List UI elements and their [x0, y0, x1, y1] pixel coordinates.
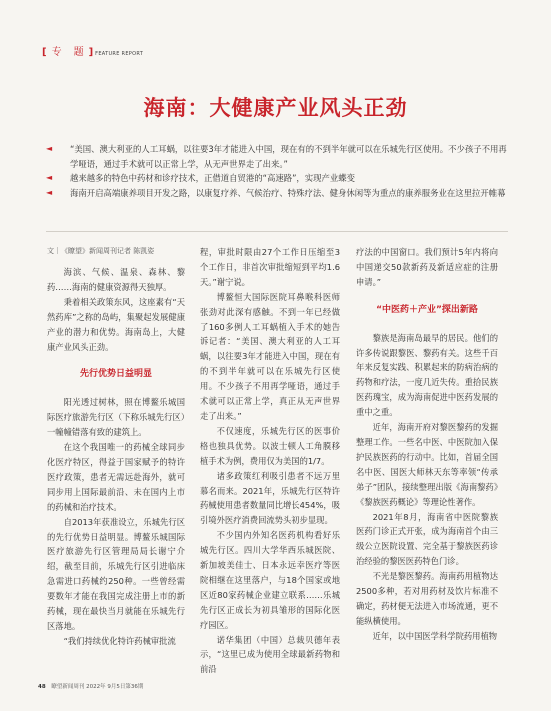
paragraph: 阳光透过树林，照在博鳌乐城国际医疗旅游先行区（下称乐城先行区）一幢幢错落有致的建筑上。	[47, 397, 185, 438]
subheading: “中医药＋产业”探出新路	[376, 304, 478, 315]
page-footer	[38, 682, 143, 690]
byline: 文｜《瞭望》新闻周刊记者 陈凯姿	[47, 247, 155, 255]
section-label-en: FEATURE REPORT	[95, 51, 144, 57]
divider	[46, 231, 508, 232]
paragraph: 海滨、气候、温泉、森林、黎药……海南的健康资源得天独厚。	[47, 267, 185, 292]
subheading: 先行优势日益明显	[79, 369, 152, 380]
paragraph: 不光是黎医黎药。海南药用植物达2500多种，若对用药材及饮片标准不确定，药材便无法进入市场流通，更不能纵横使用。	[356, 571, 498, 626]
issue-info: 2022年 9月5日第36期	[86, 684, 144, 690]
arrow-marker-icon: ◄	[46, 144, 53, 153]
article-column-3	[356, 245, 498, 644]
page-number: 48	[38, 684, 46, 690]
paragraph: 诸多政策红利吸引患者不远万里慕名而来。2021年，乐城先行区特许药械使用患者数量同比增长454%，吸引境外医疗消费回流势头初步显现。	[200, 470, 340, 526]
paragraph: 程，审批时限由27个工作日压缩至3个工作日，非首次审批缩短到平均1.6天。”谢宁说。	[200, 247, 340, 287]
paragraph: 2021年8月，海南省中医院黎族医药门诊正式开张，成为海南首个由三级公立医院设置、完全基于黎族医药诊治经验的黎医医药特色门诊。	[356, 511, 498, 567]
paragraph: 近年，以中国医学科学院药用植物	[372, 630, 498, 641]
summary-bullet: ◄ “美国、澳大利亚的人工耳蜗，以往要3年才能进入中国，现在有的不到半年就可以在乐城先行区使用。不少孩子不用再学哑语，通过手术就可以正常上学，从无声世界走了出来。”	[46, 144, 507, 169]
paragraph: 近年，海南开府对黎医黎药的发掘整理工作。一些名中医、中医院加入保护民族医药的行动中。比如，首届全国名中医、国医大师林天东等率领“传承弟子”团队，接续整理出版《海南黎药》《黎族医药概论》等理论性著作。	[356, 422, 498, 507]
paragraph: 秉着相关政策东风，这座素有“天然药库”之称的岛屿，集聚起发展健康产业的潜力和优势。海南岛上，大健康产业风头正劲。	[47, 296, 185, 352]
summary-bullet: ◄ 海南开启高端康养项目开发之路，以康复疗养、气候治疗、特殊疗法、健身休闲等为重点的康养服务业在这里拉开帷幕	[46, 186, 508, 201]
paragraph: 不仅速度，乐城先行区的医事价格也独具优势。以波士顿人工角膜移植手术为例，费用仅为美国的1/7。	[200, 425, 340, 466]
arrow-marker-icon: ◄	[46, 173, 53, 182]
paragraph: 黎族是海南岛最早的居民。他们的许多传说跟黎医、黎药有关。这些千百年来反复实践、积累起来的防病治病的药物和疗法，一度几近失传。重拾民族医药瑰宝，成为海南促进中医药发展的重中之重。	[356, 332, 498, 418]
paragraph: “我们持续优化特许药械审批流	[63, 635, 176, 646]
article-title: 海南：大健康产业风头正劲	[143, 96, 408, 120]
summary-bullet: ◄ 越来越多的特色中药材和诊疗技术，正借道自贸港的“高速路”，实现产业蝶变	[46, 171, 508, 186]
paragraph: 博鳌恒大国际医院耳鼻喉科医师张劲对此深有感触。不到一年已经做了160多例人工耳蜗植入手术的她告诉记者：“美国、澳大利亚的人工耳蜗，以往要3年才能进入中国，现在有的不到半年就可以在乐城先行区使用。不少孩子不用再学哑语，通过手术就可以正常上学，真正从无声世界走了出来。”	[200, 291, 340, 421]
article-column-1	[47, 245, 185, 649]
summary-bullets	[46, 142, 508, 200]
publication-name: 瞭望新闻周刊	[51, 684, 85, 690]
article-column-2	[200, 245, 340, 677]
paragraph: 不少国内外知名医药机构看好乐城先行区。四川大学华西乐城医院、新加坡美佳士、日本永远幸医疗等医院相继在这里落户，与18个国家或地区近80家药械企业建立联系……乐城先行区正成长为初具雏形的国际化医疗园区。	[200, 530, 340, 630]
paragraph: 自2013年获准设立，乐城先行区的先行优势日益明显。博鳌乐城国际医疗旅游先行区管理局局长谢宁介绍，截至目前，乐城先行区引进临床急需进口药械约250种。一些曾经需要数年才能在我国完成注册上市的新药械，现在最快当月就能在乐城先行区落地。	[47, 516, 185, 631]
arrow-marker-icon: ◄	[46, 187, 53, 197]
section-label: 专 题	[51, 47, 85, 58]
paragraph: 在这个我国唯一的药械全球同步化医疗特区，得益于国家赋予的特许医疗政策，患者无需远赴海外，就可同步用上国际最前沿、未在国内上市的药械和治疗技术。	[47, 442, 185, 512]
section-tag: [ 专 题 ]FEATURE REPORT	[42, 47, 144, 58]
paragraph: 诺华集团（中国）总裁贝德年表示，“这里已成为使用全球最新药物和前沿	[200, 634, 340, 675]
paragraph: 疗法的中国窗口。我们预计5年内将向中国递交50款新药及新适应症的注册申请。”	[356, 247, 498, 287]
